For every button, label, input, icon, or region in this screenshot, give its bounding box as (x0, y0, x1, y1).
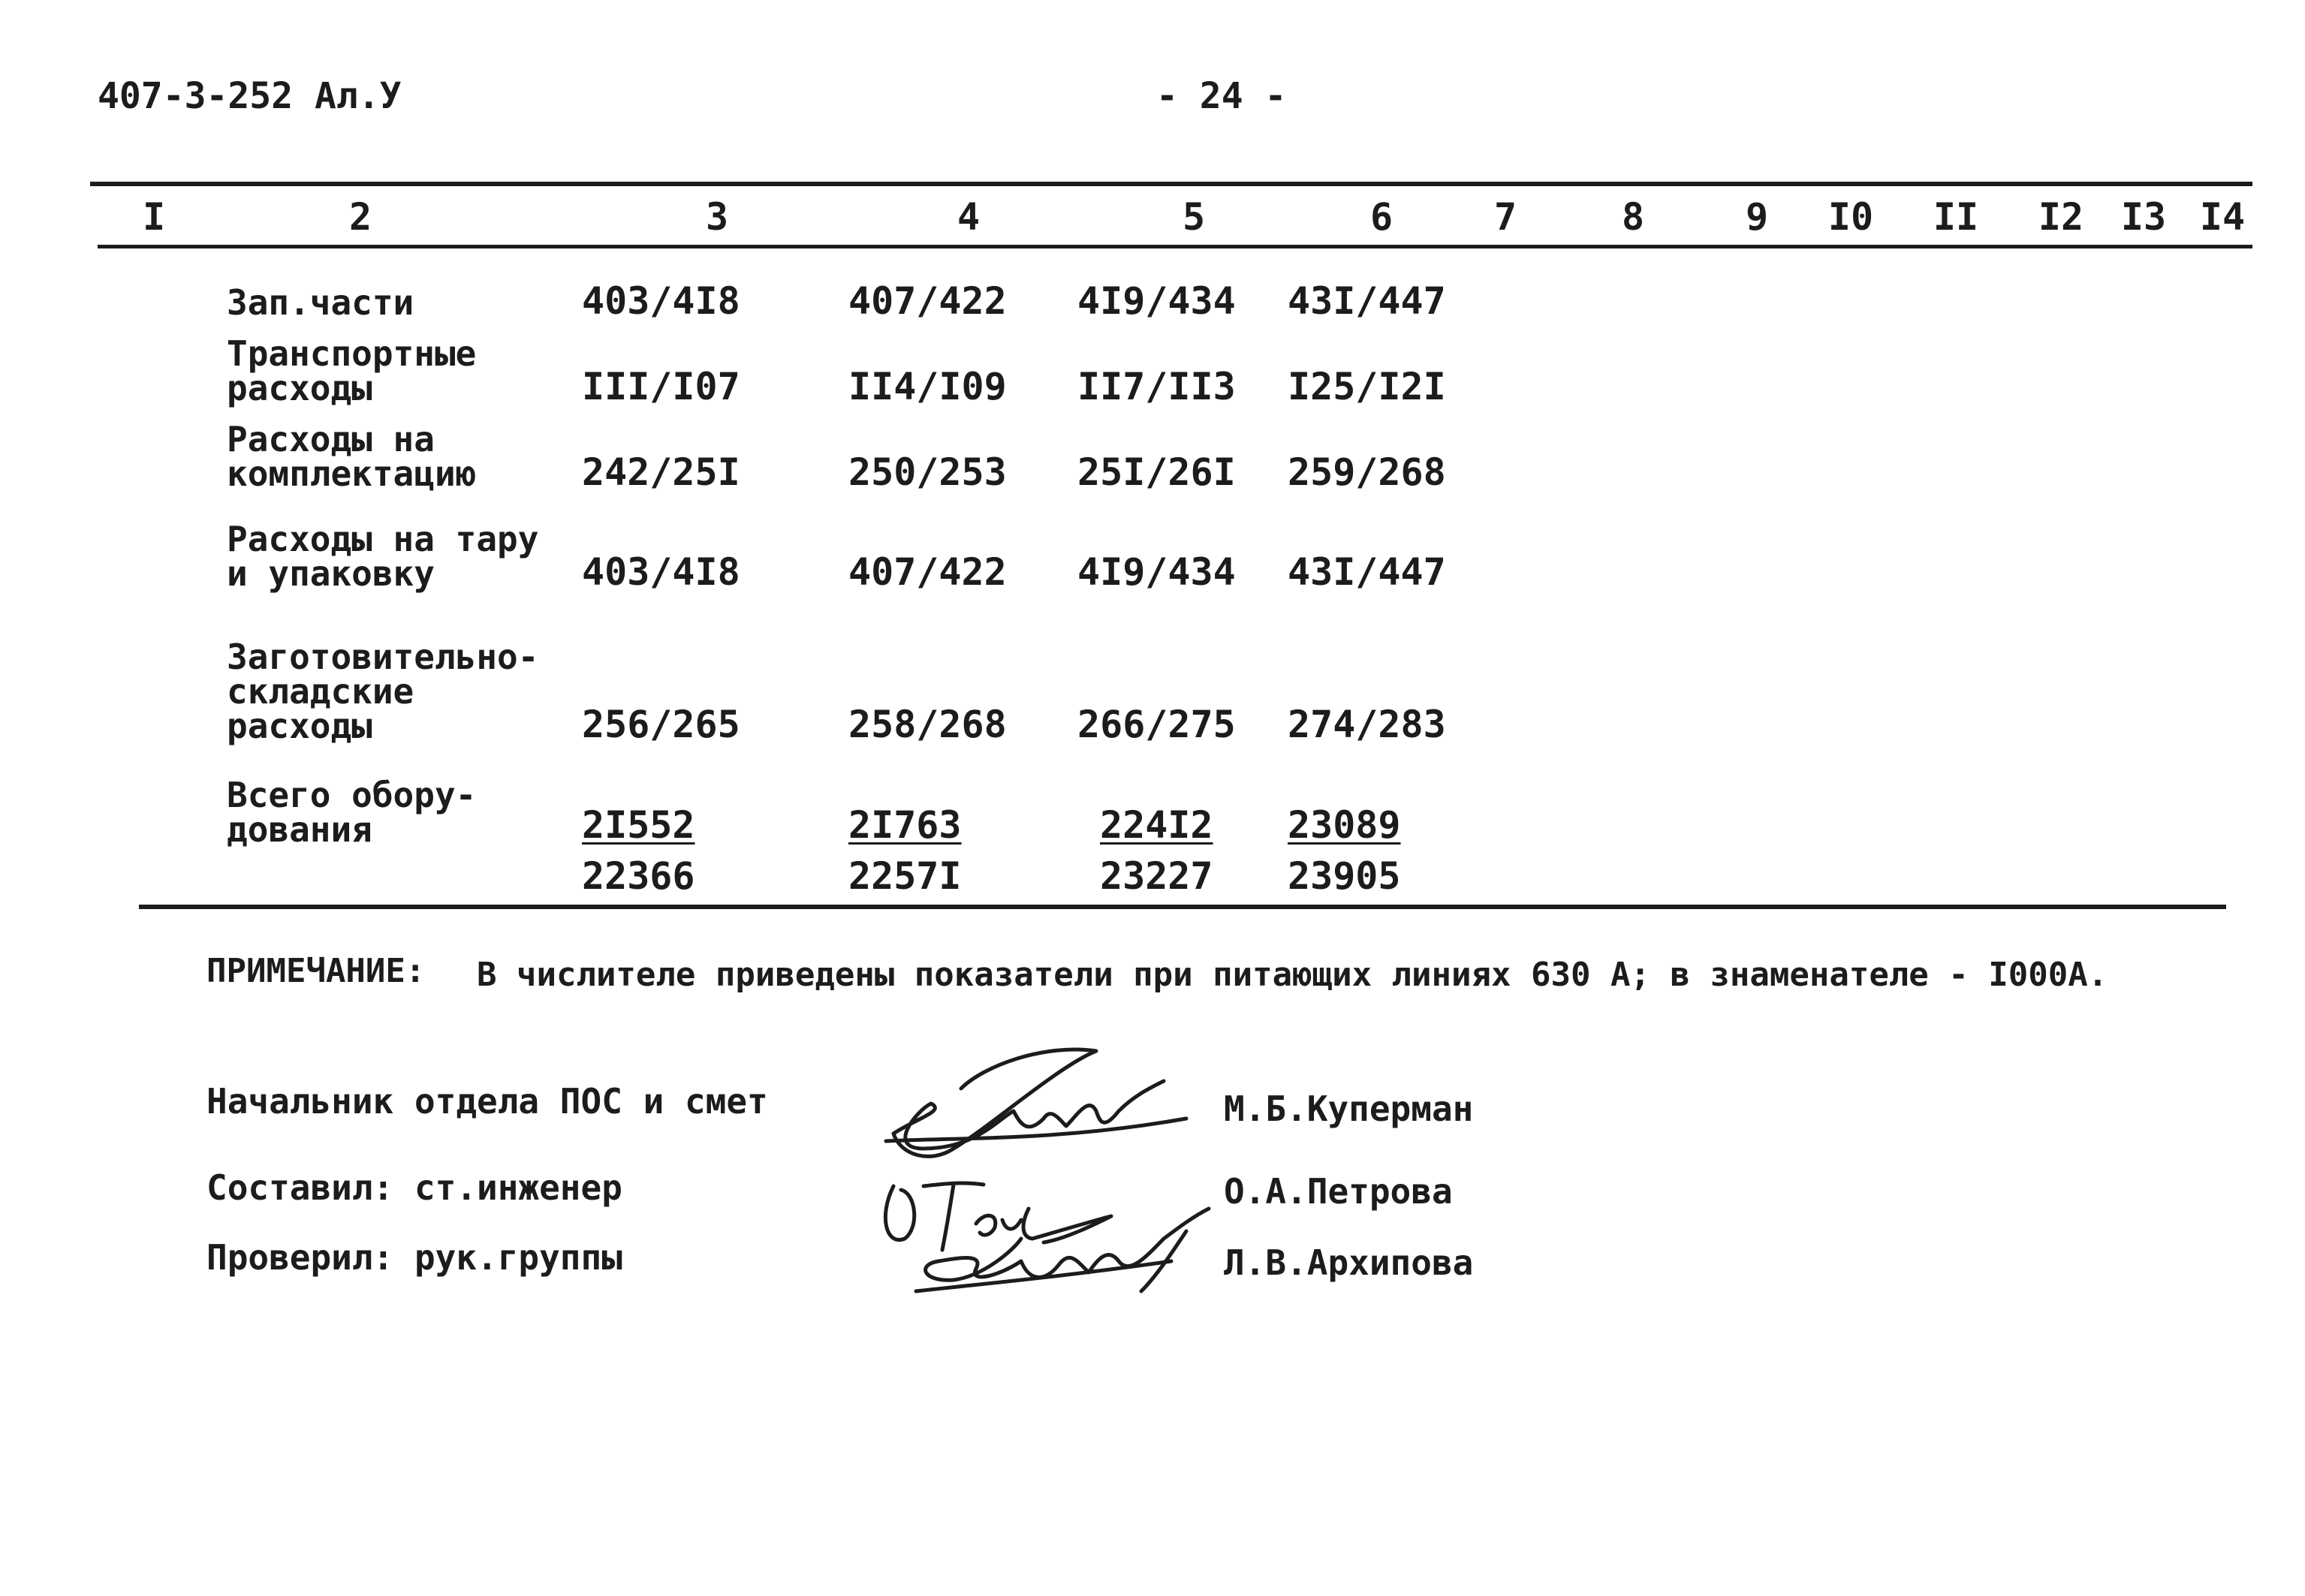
column-header: 4 (957, 195, 981, 239)
total-numerator: 224I2 (1100, 803, 1213, 847)
total-numerator: 23089 (1288, 803, 1401, 847)
column-header: I0 (1827, 195, 1874, 239)
signature-role: Составил: ст.инженер (206, 1167, 622, 1208)
column-header: I (142, 195, 166, 239)
column-header: 7 (1493, 195, 1517, 239)
cell-value: II4/I09 (848, 365, 1007, 408)
signature-name: Л.В.Архипова (1224, 1242, 1474, 1283)
cell-value: 258/268 (848, 703, 1007, 746)
signature-role: Начальник отдела ПОС и смет (206, 1081, 768, 1122)
total-denominator: 23227 (1100, 854, 1213, 898)
table-header-rule (98, 245, 2252, 248)
row-label: Зап.части (227, 282, 414, 323)
column-header: I3 (2120, 195, 2167, 239)
column-header: 3 (705, 195, 729, 239)
table-top-rule (90, 182, 2252, 186)
signature-mark (885, 1183, 1111, 1250)
cell-value: 407/422 (848, 279, 1007, 323)
column-header: 9 (1745, 195, 1769, 239)
table-bottom-rule (139, 905, 2226, 909)
note-label: ПРИМЕЧАНИЕ: (206, 952, 426, 990)
signature-role: Проверил: рук.группы (206, 1237, 622, 1278)
row-label: Расходы на комплектацию (227, 419, 477, 494)
signature-mark (886, 1049, 1186, 1156)
cell-value: 407/422 (848, 550, 1007, 594)
document-code: 407-3-252 Ал.У (98, 75, 402, 117)
row-label: Транспортные расходы (227, 333, 477, 408)
cell-value: 403/4I8 (582, 550, 740, 594)
total-denominator: 22366 (582, 854, 695, 898)
cell-value: 43I/447 (1288, 279, 1446, 323)
total-denominator: 2257I (848, 854, 962, 898)
column-header: 5 (1182, 195, 1206, 239)
cell-value: 4I9/434 (1077, 279, 1236, 323)
cell-value: 4I9/434 (1077, 550, 1236, 594)
cell-value: 242/25I (582, 450, 740, 494)
cell-value: 250/253 (848, 450, 1007, 494)
column-header: I4 (2199, 195, 2246, 239)
column-header: I2 (2038, 195, 2084, 239)
cell-value: 403/4I8 (582, 279, 740, 323)
total-denominator: 23905 (1288, 854, 1401, 898)
signature-mark (916, 1209, 1209, 1291)
row-label: Заготовительно- складские расходы (227, 637, 539, 746)
page-number: - 24 - (1156, 75, 1287, 117)
cell-value: 259/268 (1288, 450, 1446, 494)
row-label: Всего обору- дования (227, 775, 477, 850)
cell-value: 43I/447 (1288, 550, 1446, 594)
cell-value: 266/275 (1077, 703, 1236, 746)
row-label: Расходы на тару и упаковку (227, 519, 539, 594)
column-header: 8 (1621, 195, 1645, 239)
cell-value: 25I/26I (1077, 450, 1236, 494)
cell-value: 256/265 (582, 703, 740, 746)
column-header: II (1933, 195, 1979, 239)
signature-name: О.А.Петрова (1224, 1171, 1453, 1212)
column-header: 2 (348, 195, 372, 239)
cell-value: III/I07 (582, 365, 740, 408)
cell-value: I25/I2I (1288, 365, 1446, 408)
cell-value: 274/283 (1288, 703, 1446, 746)
total-numerator: 2I763 (848, 803, 962, 847)
total-numerator: 2I552 (582, 803, 695, 847)
signature-name: М.Б.Куперман (1224, 1089, 1474, 1129)
cell-value: II7/II3 (1077, 365, 1236, 408)
note-text: В числителе приведены показатели при питающих линиях 630 А; в знаменателе - I000А. (477, 956, 2108, 994)
column-header: 6 (1369, 195, 1394, 239)
handwritten-signatures (871, 1036, 1216, 1306)
